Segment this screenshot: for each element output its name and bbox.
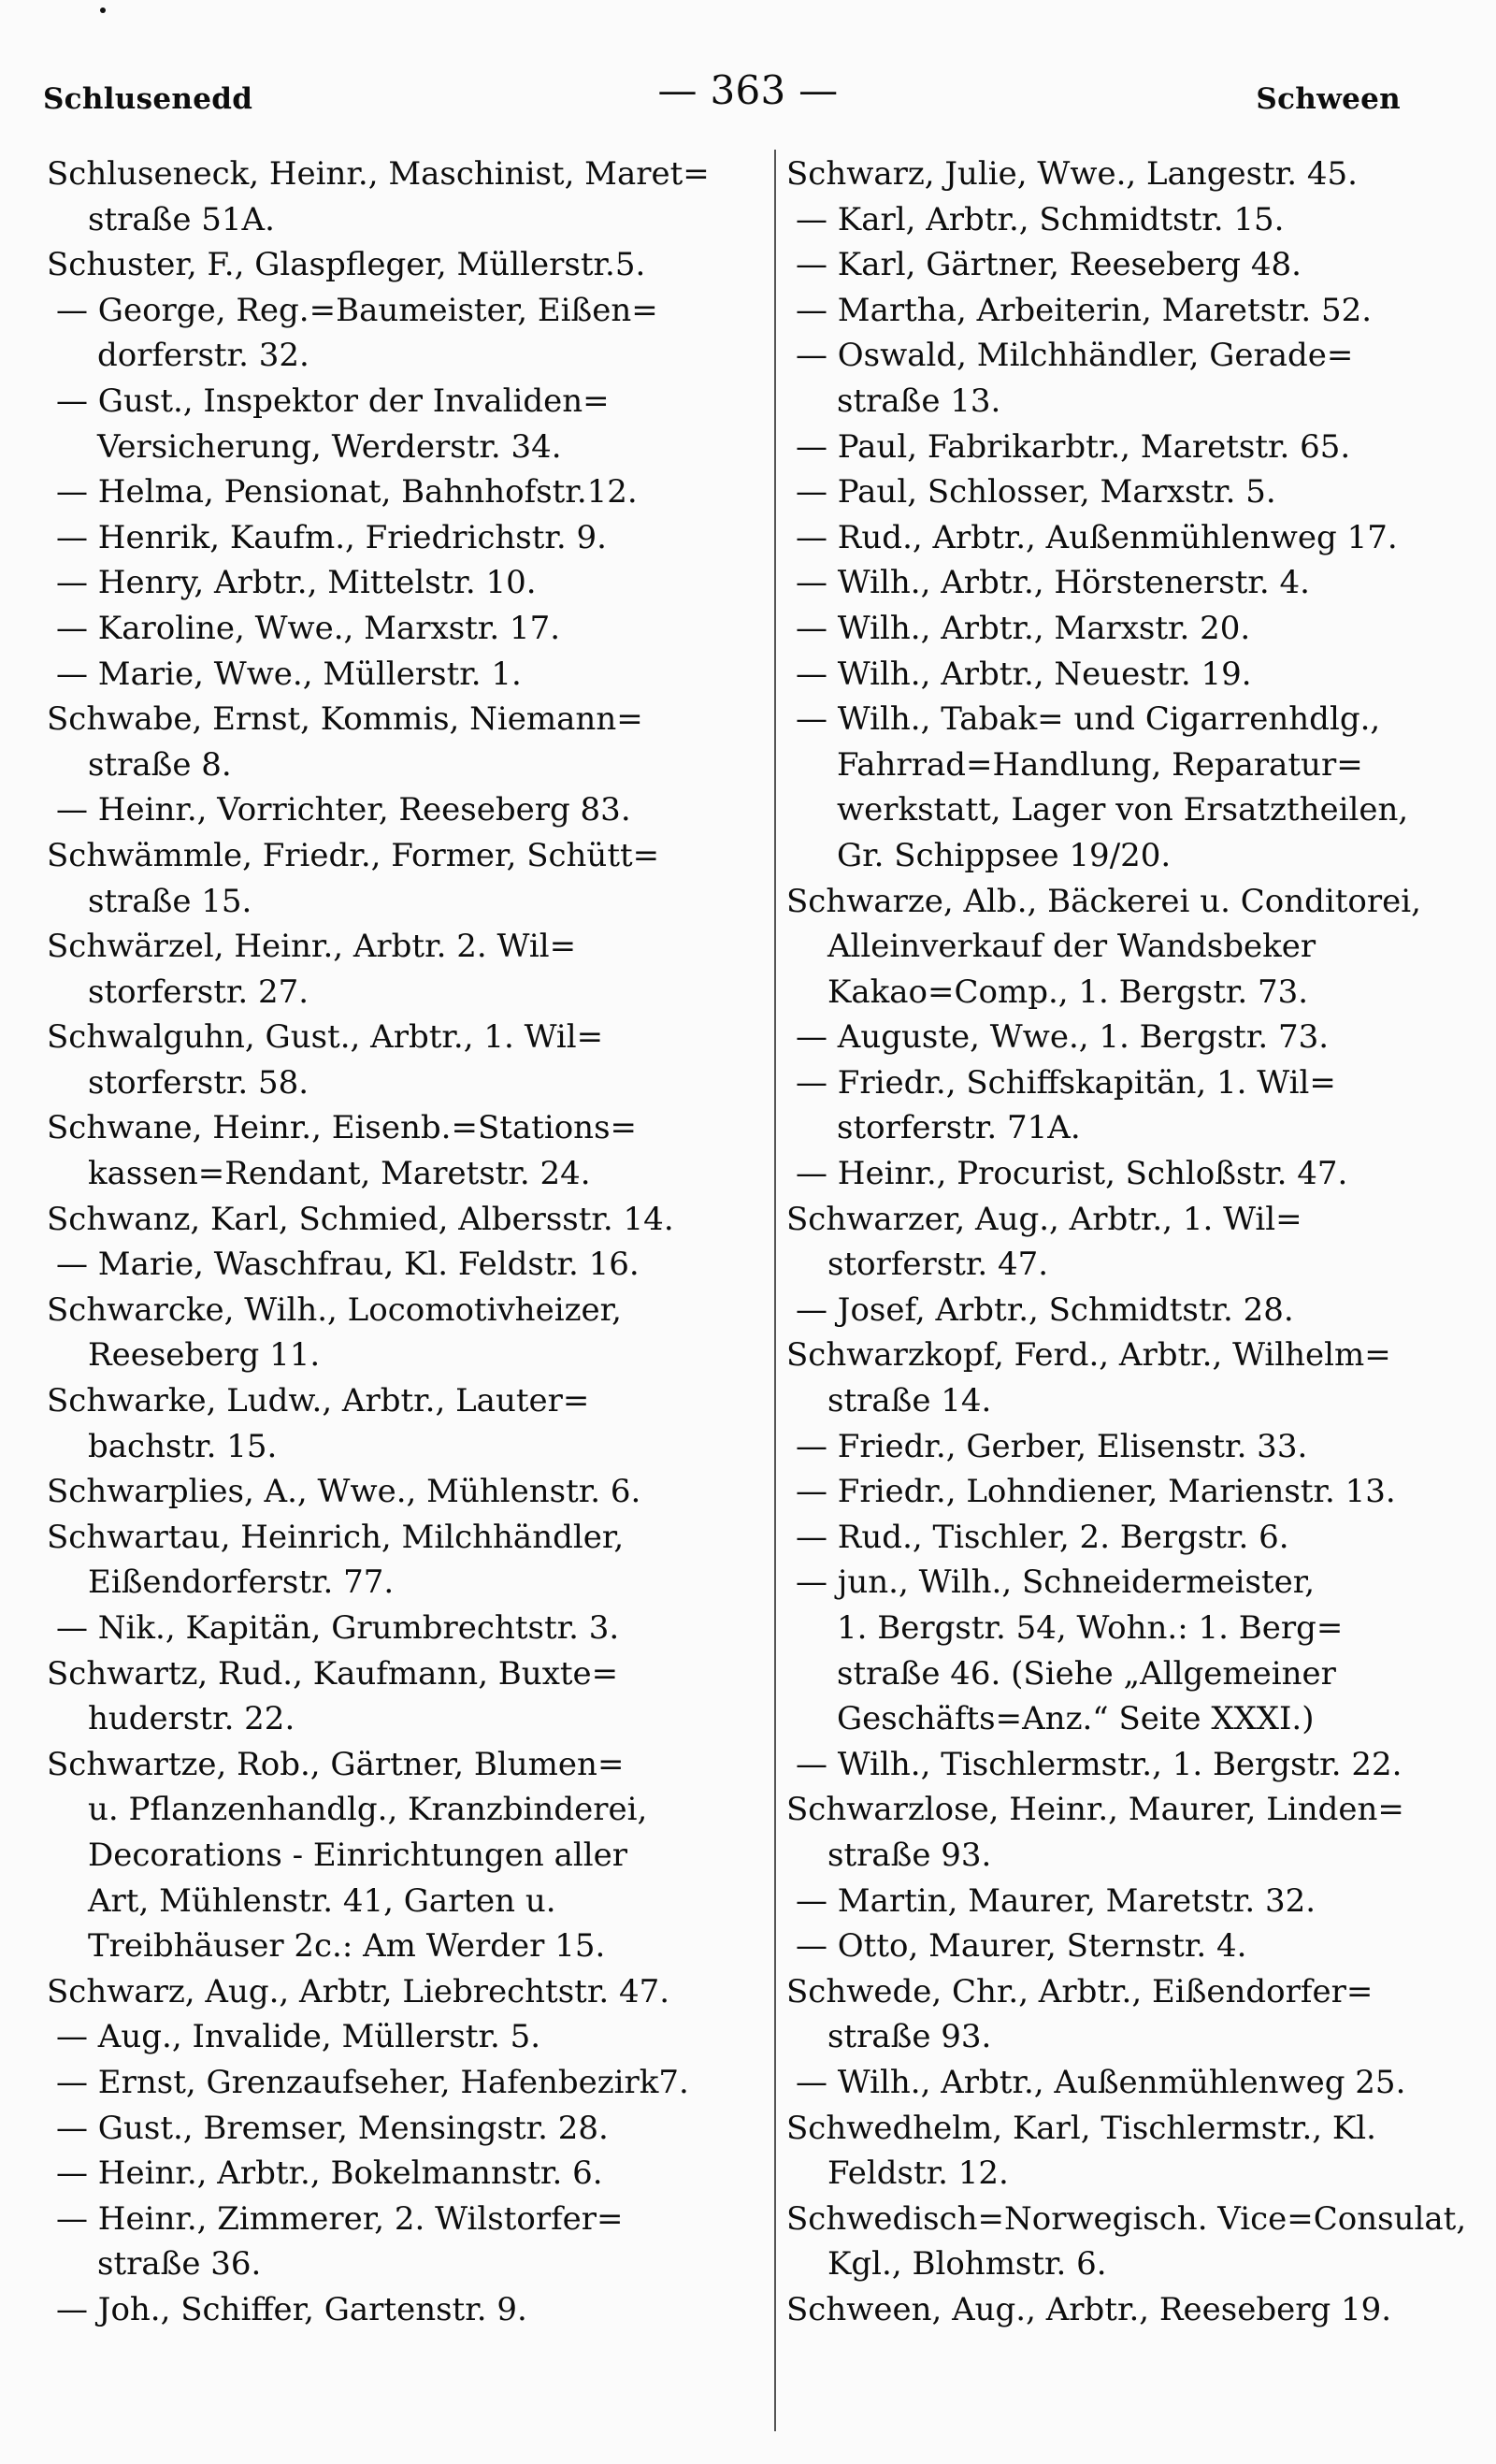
directory-entry <box>47 652 767 698</box>
entry-line: straße 14. <box>827 1382 992 1420</box>
entry-line: — Nik., Kapitän, Grumbrechtstr. 3. <box>56 1609 620 1647</box>
entry-line: 1. Bergstr. 54, Wohn.: 1. Berg= <box>837 1609 1344 1647</box>
entry-line: Schween, Aug., Arbtr., Reeseberg 19. <box>786 2290 1392 2328</box>
entry-line: straße 13. <box>837 382 1001 420</box>
entry-line: — Otto, Maurer, Sternstr. 4. <box>796 1927 1247 1966</box>
directory-entry <box>786 425 1496 470</box>
entry-line: straße 15. <box>88 882 252 920</box>
directory-entry <box>786 2287 1496 2333</box>
directory-entry <box>786 606 1496 652</box>
directory-entry <box>786 1742 1496 1788</box>
entry-line: Schwarzer, Aug., Arbtr., 1. Wil= <box>786 1200 1302 1238</box>
entry-line: — Wilh., Tischlermstr., 1. Bergstr. 22. <box>796 1745 1402 1783</box>
entry-line: — Paul, Schlosser, Marxstr. 5. <box>796 473 1276 512</box>
entry-line: Art, Mühlenstr. 41, Garten u. <box>88 1881 556 1920</box>
entry-line: Schwarzkopf, Ferd., Arbtr., Wilhelm= <box>786 1336 1391 1375</box>
directory-entry <box>786 197 1496 243</box>
directory-entry <box>47 1015 767 1105</box>
entry-line: storferstr. 58. <box>88 1063 309 1102</box>
entry-line: Schwarzlose, Heinr., Maurer, Linden= <box>786 1791 1404 1829</box>
entry-line: — Auguste, Wwe., 1. Bergstr. 73. <box>796 1018 1330 1057</box>
entry-line: straße 46. (Siehe „Allgemeiner <box>837 1654 1336 1693</box>
entry-line: Versicherung, Werderstr. 34. <box>97 427 562 466</box>
entry-line: — Aug., Invalide, Müllerstr. 5. <box>56 2018 541 2056</box>
entry-line: Kgl., Blohmstr. 6. <box>827 2245 1107 2284</box>
directory-entry <box>47 1742 767 1969</box>
directory-entry <box>47 2106 767 2152</box>
directory-entry <box>47 515 767 561</box>
directory-entry <box>47 2014 767 2060</box>
entry-line: Schwarcke, Wilh., Locomotivheizer, <box>47 1290 622 1329</box>
entry-line: — Karoline, Wwe., Marxstr. 17. <box>56 609 561 647</box>
directory-entry <box>47 2197 767 2287</box>
directory-entry <box>47 379 767 469</box>
directory-entry <box>47 1515 767 1606</box>
directory-entry <box>47 1105 767 1196</box>
directory-entry <box>47 560 767 606</box>
entry-line: Schwabe, Ernst, Kommis, Niemann= <box>47 700 643 739</box>
entry-line: storferstr. 27. <box>88 973 309 1011</box>
entry-line: straße 93. <box>827 2018 992 2056</box>
entry-line: Schwane, Heinr., Eisenb.=Stations= <box>47 1109 638 1147</box>
directory-entry <box>786 2197 1496 2287</box>
directory-entry <box>47 787 767 833</box>
directory-entry <box>47 469 767 515</box>
entry-line: Schwartau, Heinrich, Milchhändler, <box>47 1518 625 1556</box>
entry-line: — Paul, Fabrikarbtr., Maretstr. 65. <box>796 427 1351 466</box>
entry-line: — Marie, Waschfrau, Kl. Feldstr. 16. <box>56 1246 640 1284</box>
entry-line: — George, Reg.=Baumeister, Eißen= <box>56 291 658 329</box>
directory-entry <box>47 606 767 652</box>
entry-line: Schwärzel, Heinr., Arbtr. 2. Wil= <box>47 928 577 966</box>
entry-line: — Wilh., Tabak= und Cigarrenhdlg., <box>796 700 1381 739</box>
directory-entry <box>47 1288 767 1378</box>
directory-entry <box>786 469 1496 515</box>
entry-line: Geschäfts=Anz.“ Seite XXXI.) <box>837 1700 1315 1738</box>
directory-entry <box>786 288 1496 334</box>
entry-line: Schluseneck, Heinr., Maschinist, Maret= <box>47 155 710 193</box>
directory-entry <box>47 288 767 379</box>
entry-line: — Wilh., Arbtr., Außenmühlenweg 25. <box>796 2063 1406 2101</box>
entry-line: — Karl, Gärtner, Reeseberg 48. <box>796 246 1302 284</box>
entry-line: Fahrrad=Handlung, Reparatur= <box>837 745 1363 784</box>
entry-line: Gr. Schippsee 19/20. <box>837 836 1172 874</box>
directory-entry <box>786 1879 1496 1924</box>
entry-line: — Martin, Maurer, Maretstr. 32. <box>796 1881 1316 1920</box>
directory-entry <box>47 924 767 1015</box>
directory-entry <box>47 1606 767 1651</box>
directory-entry <box>47 242 767 288</box>
directory-entry <box>47 697 767 787</box>
directory-entry <box>786 242 1496 288</box>
directory-entry <box>47 151 767 242</box>
entry-line: — Rud., Arbtr., Außenmühlenweg 17. <box>796 518 1398 556</box>
directory-entry <box>47 833 767 924</box>
directory-entry <box>786 333 1496 424</box>
entry-line: Schwarz, Aug., Arbtr, Liebrechtstr. 47. <box>47 1972 670 2010</box>
directory-entry <box>786 515 1496 561</box>
directory-entry <box>786 1469 1496 1515</box>
entry-line: Reeseberg 11. <box>88 1336 321 1375</box>
directory-entry <box>47 1969 767 2015</box>
directory-entry <box>786 1969 1496 2060</box>
directory-entry <box>786 151 1496 197</box>
entry-line: Schwartze, Rob., Gärtner, Blumen= <box>47 1745 625 1783</box>
entry-line: straße 8. <box>88 745 232 784</box>
directory-entry <box>786 560 1496 606</box>
directory-entry <box>786 1288 1496 1333</box>
entry-line: dorferstr. 32. <box>97 337 309 375</box>
entry-line: — Heinr., Arbtr., Bokelmannstr. 6. <box>56 2154 603 2193</box>
entry-line: Alleinverkauf der Wandsbeker <box>827 928 1316 966</box>
entry-line: Schwarplies, A., Wwe., Mühlenstr. 6. <box>47 1473 641 1511</box>
directory-entry <box>786 1924 1496 1969</box>
entry-line: — Martha, Arbeiterin, Maretstr. 52. <box>796 291 1373 329</box>
entry-line: — Oswald, Milchhändler, Gerade= <box>796 337 1354 375</box>
entry-line: Schwartz, Rud., Kaufmann, Buxte= <box>47 1654 619 1693</box>
entry-line: storferstr. 71A. <box>837 1109 1081 1147</box>
entry-line: — Henry, Arbtr., Mittelstr. 10. <box>56 564 537 602</box>
entry-line: — Friedr., Gerber, Elisenstr. 33. <box>796 1427 1308 1465</box>
entry-line: — Wilh., Arbtr., Neuestr. 19. <box>796 655 1252 693</box>
directory-entry <box>786 1560 1496 1741</box>
entry-line: Schwarze, Alb., Bäckerei u. Conditorei, <box>786 882 1421 920</box>
directory-entry <box>786 1197 1496 1288</box>
column-divider <box>774 150 776 2431</box>
entry-line: — Ernst, Grenzaufseher, Hafenbezirk7. <box>56 2063 689 2101</box>
entry-line: Schwanz, Karl, Schmied, Albersstr. 14. <box>47 1200 674 1238</box>
entry-line: Schwedisch=Norwegisch. Vice=Consulat, <box>786 2199 1467 2238</box>
entry-line: Schuster, F., Glaspfleger, Müllerstr.5. <box>47 246 646 284</box>
directory-entry <box>47 1197 767 1243</box>
entry-line: Feldstr. 12. <box>827 2154 1009 2193</box>
page-number: — 363 — <box>657 67 839 113</box>
entry-line: — Friedr., Schiffskapitän, 1. Wil= <box>796 1063 1336 1102</box>
entry-line: — Gust., Bremser, Mensingstr. 28. <box>56 2109 609 2147</box>
directory-entry <box>786 1515 1496 1561</box>
directory-entry <box>47 2287 767 2333</box>
entry-line: huderstr. 22. <box>88 1700 295 1738</box>
directory-entry <box>786 1015 1496 1060</box>
entry-line: Schwarz, Julie, Wwe., Langestr. 45. <box>786 155 1358 193</box>
directory-entry <box>786 1424 1496 1470</box>
running-head-left: Schlusenedd <box>43 82 253 116</box>
directory-entry <box>786 1333 1496 1423</box>
printer-mark <box>100 7 106 13</box>
entry-line: — Josef, Arbtr., Schmidtstr. 28. <box>796 1290 1294 1329</box>
entry-line: Decorations - Einrichtungen aller <box>88 1836 627 1874</box>
directory-entry <box>786 879 1496 1016</box>
entry-line: — Joh., Schiffer, Gartenstr. 9. <box>56 2290 527 2328</box>
entry-line: — Friedr., Lohndiener, Marienstr. 13. <box>796 1473 1396 1511</box>
entry-line: u. Pflanzenhandlg., Kranzbinderei, <box>88 1791 648 1829</box>
entry-line: — Henrik, Kaufm., Friedrichstr. 9. <box>56 518 607 556</box>
entry-line: — Heinr., Vorrichter, Reeseberg 83. <box>56 791 631 829</box>
directory-entry <box>786 1060 1496 1151</box>
directory-entry <box>786 2060 1496 2106</box>
directory-entry <box>47 2060 767 2106</box>
entry-line: — Heinr., Zimmerer, 2. Wilstorfer= <box>56 2199 624 2238</box>
directory-entry <box>47 1651 767 1742</box>
entry-line: storferstr. 47. <box>827 1246 1049 1284</box>
entry-line: straße 51A. <box>88 200 275 238</box>
entry-line: — Wilh., Arbtr., Marxstr. 20. <box>796 609 1251 647</box>
entry-line: — Marie, Wwe., Müllerstr. 1. <box>56 655 522 693</box>
directory-entry <box>786 2106 1496 2197</box>
entry-line: kassen=Rendant, Maretstr. 24. <box>88 1155 591 1193</box>
directory-entry <box>47 2151 767 2197</box>
directory-entry <box>47 1469 767 1515</box>
left-column <box>47 151 767 2333</box>
entry-line: — Karl, Arbtr., Schmidtstr. 15. <box>796 200 1285 238</box>
entry-line: — Gust., Inspektor der Invaliden= <box>56 382 610 420</box>
entry-line: straße 36. <box>97 2245 262 2284</box>
directory-entry <box>786 1787 1496 1878</box>
directory-entry <box>786 697 1496 878</box>
entry-line: straße 93. <box>827 1836 992 1874</box>
directory-entry <box>47 1378 767 1469</box>
entry-line: — jun., Wilh., Schneidermeister, <box>796 1563 1316 1602</box>
directory-entry <box>47 1242 767 1288</box>
entry-line: — Helma, Pensionat, Bahnhofstr.12. <box>56 473 638 512</box>
right-column <box>786 151 1496 2333</box>
entry-line: Schwämmle, Friedr., Former, Schütt= <box>47 836 660 874</box>
entry-line: — Heinr., Procurist, Schloßstr. 47. <box>796 1155 1348 1193</box>
entry-line: Schwedhelm, Karl, Tischlermstr., Kl. <box>786 2109 1376 2147</box>
running-head-right: Schween <box>1256 82 1401 116</box>
entry-line: Schwede, Chr., Arbtr., Eißendorfer= <box>786 1972 1374 2010</box>
entry-line: Schwarke, Ludw., Arbtr., Lauter= <box>47 1382 590 1420</box>
directory-entry <box>786 1151 1496 1197</box>
entry-line: Eißendorferstr. 77. <box>88 1563 395 1602</box>
directory-entry <box>786 652 1496 698</box>
entry-line: Treibhäuser 2c.: Am Werder 15. <box>88 1927 606 1966</box>
entry-line: Kakao=Comp., 1. Bergstr. 73. <box>827 973 1309 1011</box>
entry-line: — Wilh., Arbtr., Hörstenerstr. 4. <box>796 564 1310 602</box>
entry-line: — Rud., Tischler, 2. Bergstr. 6. <box>796 1518 1289 1556</box>
entry-line: bachstr. 15. <box>88 1427 278 1465</box>
entry-line: Schwalguhn, Gust., Arbtr., 1. Wil= <box>47 1018 604 1057</box>
entry-line: werkstatt, Lager von Ersatztheilen, <box>837 791 1409 829</box>
